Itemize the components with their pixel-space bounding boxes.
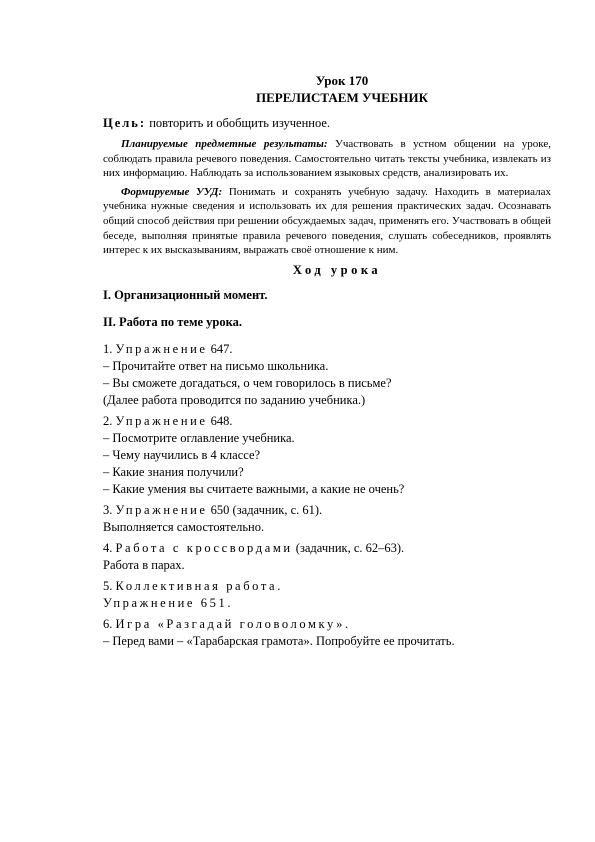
- exercise-title: Работа с кроссвордами: [115, 540, 293, 555]
- exercise-4: [103, 540, 551, 574]
- goal-label: Цель:: [103, 116, 147, 130]
- text-line: – Чему научились в 4 классе?: [103, 447, 261, 462]
- exercise-reference: 650 (задачник, с. 61).: [207, 502, 323, 517]
- exercise-heading: [103, 413, 551, 430]
- exercise-heading: [103, 540, 551, 557]
- planned-results-paragraph: [103, 137, 551, 181]
- section-organizational: I. Организационный момент.: [103, 287, 268, 302]
- text-line: – Перед вами – «Тарабарская грамота». Попробуйте ее прочитать.: [103, 633, 455, 648]
- exercise-number: 2.: [103, 413, 113, 428]
- exercise-title: Упражнение: [115, 341, 208, 356]
- exercise-heading: [103, 502, 551, 519]
- uud-label: Формируемые УУД:: [121, 185, 223, 198]
- exercise-title: Коллективная работа.: [115, 578, 283, 593]
- goal-line: [103, 115, 551, 132]
- exercise-heading: [103, 616, 551, 633]
- uud-text: Понимать и сохранять учебную задачу. Находить в материалах учебника нужные сведения и использовать их для решения практических задач. Осознавать общий способ действия при решении обсуждаемых задач, применять его. Участвовать в общей беседе, выполняя принятые правила речевого поведения, слушать собеседников, проявлять интерес к их высказываниям, выражать своё отношение к ним.: [103, 185, 551, 257]
- exercise-number: 6.: [103, 616, 113, 631]
- text-line: – Прочитайте ответ на письмо школьника.: [103, 358, 329, 373]
- text-line: Выполняется самостоятельно.: [103, 519, 265, 534]
- exercise-number: 1.: [103, 341, 113, 356]
- lesson-title: ПЕРЕЛИСТАЕМ УЧЕБНИК: [255, 90, 428, 105]
- exercise-1: [103, 341, 551, 409]
- text-line: – Посмотрите оглавление учебника.: [103, 430, 295, 445]
- exercise-title: Игра «Разгадай головоломку».: [115, 616, 351, 631]
- goal-text: повторить и обобщить изученное.: [146, 116, 331, 130]
- exercise-title: Упражнение: [115, 413, 208, 428]
- exercise-number: 3.: [103, 502, 113, 517]
- exercise-title: Упражнение: [115, 502, 208, 517]
- uud-paragraph: [103, 185, 551, 258]
- exercise-2: [103, 413, 551, 498]
- text-line: – Какие знания получили?: [103, 464, 244, 479]
- planned-results-text: Участвовать в устном общении на уроке, соблюдать правила речевого поведения. Самостоятельно читать тексты учебника, извлекать из них информацию. Наблюдать за использованием языковых средств, анализировать их.: [103, 138, 552, 180]
- lesson-number: Урок 170: [315, 73, 369, 88]
- exercise-reference: (задачник, с. 62–63).: [292, 540, 405, 555]
- text-line: – Какие умения вы считаете важными, а какие не очень?: [103, 481, 405, 496]
- course-heading: Ход урока: [292, 262, 382, 277]
- exercise-6: [103, 616, 551, 650]
- exercise-number: 5.: [103, 578, 113, 593]
- planned-results-label: Планируемые предметные результаты:: [121, 138, 328, 150]
- section-topic-work: II. Работа по теме урока.: [103, 314, 242, 329]
- text-line: Упражнение 651.: [103, 595, 234, 610]
- exercise-heading: [103, 341, 551, 358]
- exercise-3: [103, 502, 551, 536]
- exercise-heading: [103, 578, 551, 595]
- text-line: – Вы сможете догадаться, о чем говорилось в письме?: [103, 375, 392, 390]
- text-line: Работа в парах.: [103, 557, 185, 572]
- text-line: (Далее работа проводится по заданию учебника.): [103, 392, 366, 407]
- exercise-5: [103, 578, 551, 612]
- exercise-number: 4.: [103, 540, 113, 555]
- exercise-reference: 647.: [207, 341, 233, 356]
- exercise-reference: 648.: [207, 413, 233, 428]
